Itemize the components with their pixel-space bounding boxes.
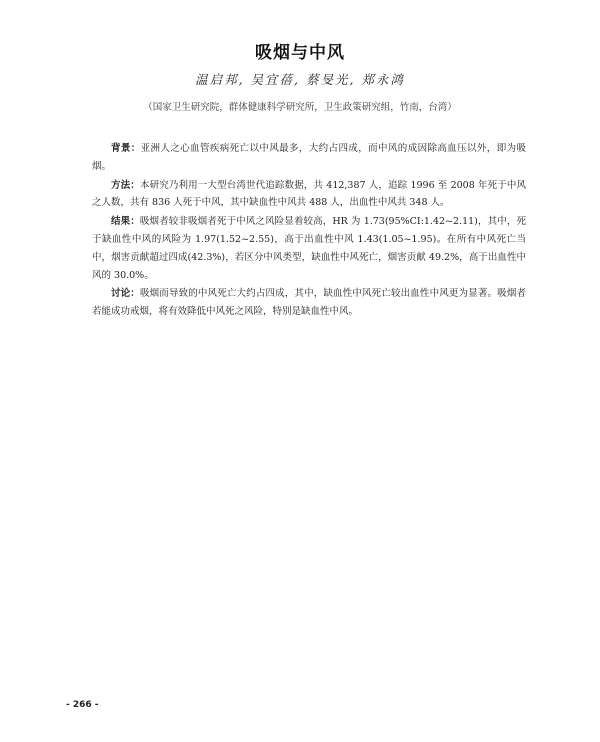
abstract-results (92, 213, 526, 284)
section-text: 亚洲人之心血管疾病死亡以中风最多，大约占四成，而中风的成因除高血压以外，即为吸烟。 (92, 143, 526, 172)
abstract-discussion (92, 285, 526, 321)
abstract (92, 140, 526, 322)
author-list: 温启邦, 吴宜蓓, 蔡旻光, 郑永鸿 (195, 72, 405, 87)
paper-title: 吸烟与中风 (255, 43, 345, 63)
author-affiliation: （国家卫生研究院，群体健康科学研究所，卫生政策研究组，竹南，台湾） (143, 102, 457, 113)
section-label: 讨论： (111, 288, 140, 300)
section-label: 方法： (111, 179, 140, 191)
section-label: 结果： (111, 216, 140, 228)
section-text: 吸烟者较非吸烟者死于中风之风险显着较高，HR 为 1.73(95%CI:1.42~2.11)，其中，死于缺血性中风的风险为 1.97(1.52~2.55)，高于出血性中风 1.43(1.05~1.95)。在所有中风死亡当中，烟害贡献超过四成(42.3%)，若区分中风类型，缺血性中风死亡，烟害贡献 49.2%，高于出血性中风的 30.0%。 (92, 216, 526, 281)
abstract-background (92, 140, 526, 176)
page-number: - 266 - (66, 700, 99, 710)
section-text: 吸烟而导致的中风死亡大约占四成，其中，缺血性中风死亡较出血性中风更为显著。吸烟者若能成功戒烟，将有效降低中风死之风险，特别是缺血性中风。 (92, 288, 526, 318)
section-text: 本研究乃利用一大型台湾世代追踪数据，共 412,387 人，追踪 1996 至 2008 年死于中风之人数，共有 836 人死于中风，其中缺血性中风共 488 人，出血性中风共 348 人。 (92, 179, 526, 209)
abstract-methods (92, 177, 526, 213)
section-label: 背景： (111, 143, 141, 154)
